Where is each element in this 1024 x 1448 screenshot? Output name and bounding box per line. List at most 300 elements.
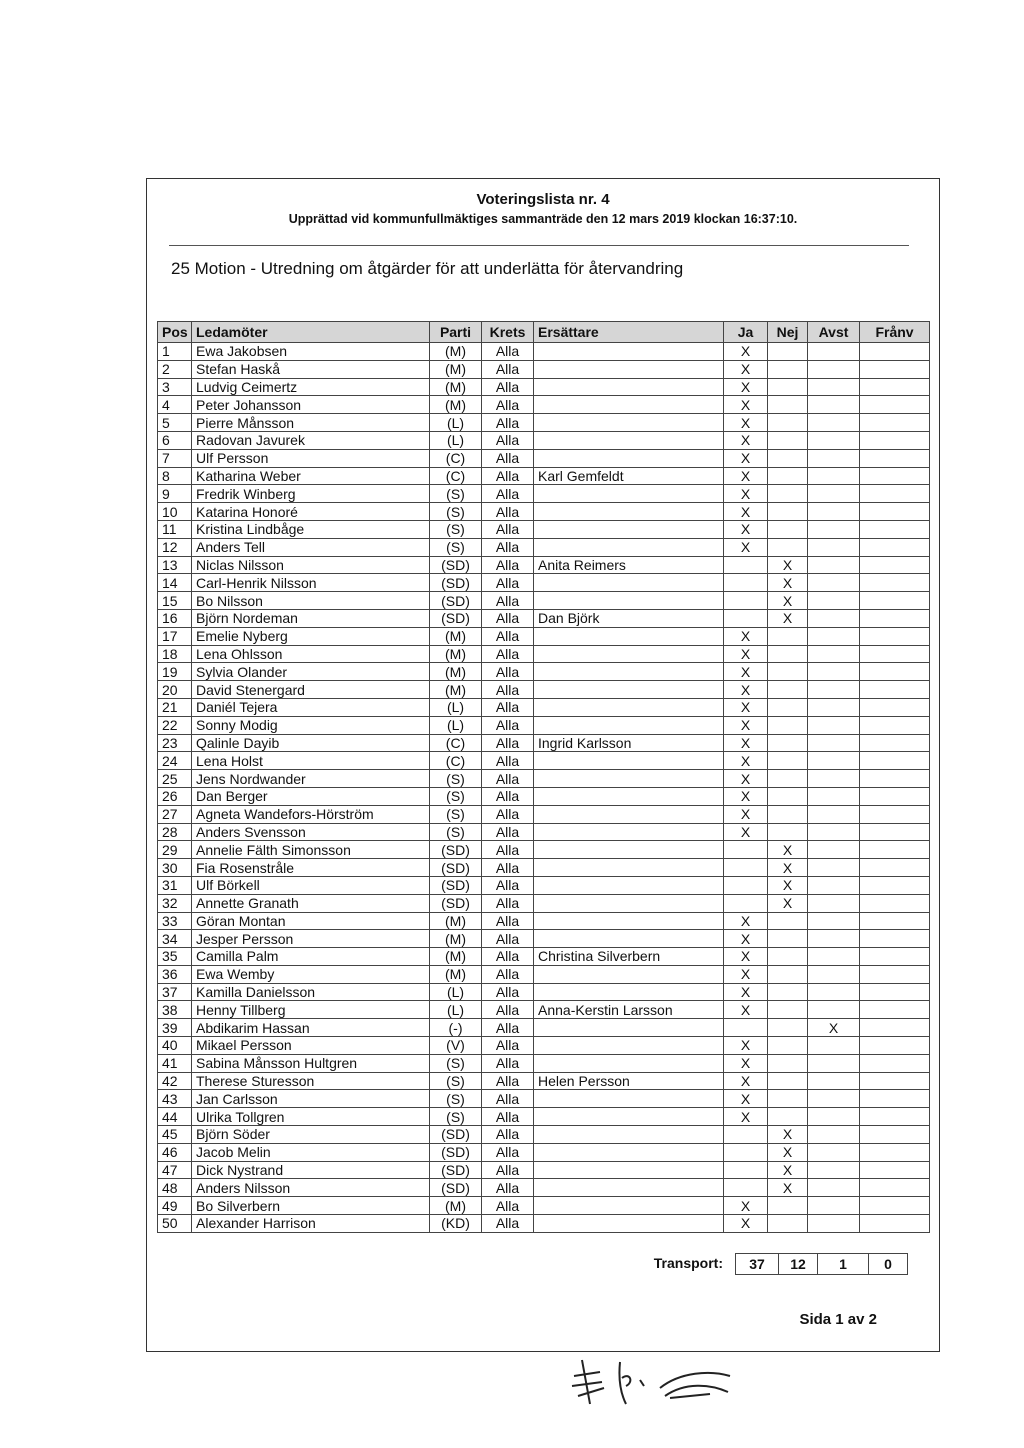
row-vote-franv <box>860 787 930 805</box>
row-pos: 18 <box>158 645 192 663</box>
row-pos: 47 <box>158 1161 192 1179</box>
row-vote-nej <box>768 343 808 361</box>
table-row <box>158 1161 930 1179</box>
row-member-name: Peter Johansson <box>192 396 430 414</box>
total-avst: 1 <box>817 1253 869 1275</box>
row-vote-franv <box>860 627 930 645</box>
row-krets: Alla <box>482 752 534 770</box>
row-krets: Alla <box>482 681 534 699</box>
table-row <box>158 752 930 770</box>
row-vote-franv <box>860 859 930 877</box>
row-vote-avst <box>808 894 860 912</box>
row-substitute <box>534 1161 724 1179</box>
row-vote-franv <box>860 841 930 859</box>
row-vote-nej: X <box>768 859 808 877</box>
table-row <box>158 805 930 823</box>
row-vote-nej <box>768 752 808 770</box>
row-krets: Alla <box>482 1197 534 1215</box>
transport-label: Transport: <box>653 1255 723 1271</box>
row-substitute: Anita Reimers <box>534 556 724 574</box>
row-vote-franv <box>860 983 930 1001</box>
row-pos: 42 <box>158 1072 192 1090</box>
row-vote-nej <box>768 360 808 378</box>
table-row <box>158 663 930 681</box>
row-vote-ja: X <box>724 414 768 432</box>
row-party: (S) <box>430 805 482 823</box>
row-party: (L) <box>430 698 482 716</box>
row-vote-nej <box>768 823 808 841</box>
row-krets: Alla <box>482 1143 534 1161</box>
row-pos: 11 <box>158 520 192 538</box>
row-vote-franv <box>860 414 930 432</box>
column-header: Ja <box>724 322 768 343</box>
column-header: Avst <box>808 322 860 343</box>
table-row <box>158 574 930 592</box>
row-vote-ja <box>724 1143 768 1161</box>
row-vote-nej <box>768 698 808 716</box>
row-substitute <box>534 841 724 859</box>
row-krets: Alla <box>482 609 534 627</box>
row-vote-nej <box>768 965 808 983</box>
row-member-name: Jacob Melin <box>192 1143 430 1161</box>
row-vote-ja: X <box>724 343 768 361</box>
document-subtitle: Upprättad vid kommunfullmäktiges sammanträde den 12 mars 2019 klockan 16:37:10. <box>288 212 798 226</box>
row-party: (M) <box>430 360 482 378</box>
row-vote-ja <box>724 1179 768 1197</box>
row-vote-ja <box>724 841 768 859</box>
row-substitute <box>534 360 724 378</box>
row-vote-ja: X <box>724 1090 768 1108</box>
row-vote-avst <box>808 592 860 610</box>
row-substitute <box>534 1126 724 1144</box>
row-vote-franv <box>860 894 930 912</box>
row-vote-ja: X <box>724 360 768 378</box>
row-party: (S) <box>430 1108 482 1126</box>
column-header: Krets <box>482 322 534 343</box>
row-vote-ja: X <box>724 716 768 734</box>
row-vote-ja <box>724 1019 768 1037</box>
row-krets: Alla <box>482 467 534 485</box>
row-substitute <box>534 396 724 414</box>
row-pos: 9 <box>158 485 192 503</box>
row-member-name: Dan Berger <box>192 787 430 805</box>
row-member-name: Henny Tillberg <box>192 1001 430 1019</box>
row-party: (S) <box>430 485 482 503</box>
row-vote-nej <box>768 805 808 823</box>
row-substitute <box>534 1215 724 1233</box>
row-vote-nej <box>768 681 808 699</box>
row-vote-nej: X <box>768 894 808 912</box>
row-party: (SD) <box>430 876 482 894</box>
row-member-name: Daniél Tejera <box>192 698 430 716</box>
row-krets: Alla <box>482 805 534 823</box>
row-vote-nej <box>768 663 808 681</box>
row-member-name: Göran Montan <box>192 912 430 930</box>
table-row <box>158 1037 930 1055</box>
row-vote-ja <box>724 894 768 912</box>
row-pos: 45 <box>158 1126 192 1144</box>
row-pos: 24 <box>158 752 192 770</box>
row-substitute: Karl Gemfeldt <box>534 467 724 485</box>
row-party: (C) <box>430 752 482 770</box>
row-member-name: Niclas Nilsson <box>192 556 430 574</box>
row-substitute <box>534 574 724 592</box>
table-row <box>158 343 930 361</box>
row-krets: Alla <box>482 1037 534 1055</box>
table-row <box>158 1126 930 1144</box>
row-krets: Alla <box>482 983 534 1001</box>
row-party: (M) <box>430 396 482 414</box>
row-vote-franv <box>860 449 930 467</box>
divider <box>169 245 909 246</box>
row-krets: Alla <box>482 645 534 663</box>
row-vote-avst <box>808 520 860 538</box>
row-vote-ja: X <box>724 449 768 467</box>
row-pos: 14 <box>158 574 192 592</box>
table-row <box>158 681 930 699</box>
row-party: (SD) <box>430 894 482 912</box>
row-vote-nej <box>768 449 808 467</box>
page-number: Sida 1 av 2 <box>799 1311 877 1328</box>
total-franv: 0 <box>868 1253 908 1275</box>
row-pos: 46 <box>158 1143 192 1161</box>
row-krets: Alla <box>482 485 534 503</box>
row-substitute <box>534 681 724 699</box>
row-substitute <box>534 378 724 396</box>
row-pos: 37 <box>158 983 192 1001</box>
row-krets: Alla <box>482 343 534 361</box>
row-vote-avst <box>808 431 860 449</box>
row-vote-ja: X <box>724 1108 768 1126</box>
row-vote-ja: X <box>724 1072 768 1090</box>
row-member-name: Ulrika Tollgren <box>192 1108 430 1126</box>
row-krets: Alla <box>482 663 534 681</box>
motion-title: 25 Motion - Utredning om åtgärder för att underlätta för återvandring <box>171 259 684 278</box>
row-krets: Alla <box>482 930 534 948</box>
table-row <box>158 396 930 414</box>
row-substitute <box>534 1037 724 1055</box>
row-vote-franv <box>860 645 930 663</box>
row-pos: 41 <box>158 1054 192 1072</box>
table-row <box>158 485 930 503</box>
row-member-name: Stefan Haskå <box>192 360 430 378</box>
row-krets: Alla <box>482 592 534 610</box>
row-party: (L) <box>430 716 482 734</box>
row-substitute <box>534 1197 724 1215</box>
table-row <box>158 1072 930 1090</box>
column-header: Frånv <box>860 322 930 343</box>
row-party: (S) <box>430 770 482 788</box>
row-member-name: Anders Tell <box>192 538 430 556</box>
row-substitute <box>534 343 724 361</box>
row-vote-nej <box>768 1197 808 1215</box>
row-vote-franv <box>860 592 930 610</box>
table-row <box>158 876 930 894</box>
row-vote-nej <box>768 983 808 1001</box>
row-member-name: Camilla Palm <box>192 948 430 966</box>
row-substitute: Ingrid Karlsson <box>534 734 724 752</box>
row-member-name: Jens Nordwander <box>192 770 430 788</box>
table-row <box>158 983 930 1001</box>
row-vote-franv <box>860 609 930 627</box>
row-pos: 38 <box>158 1001 192 1019</box>
row-vote-franv <box>860 663 930 681</box>
row-party: (SD) <box>430 1143 482 1161</box>
row-vote-ja: X <box>724 823 768 841</box>
row-vote-franv <box>860 965 930 983</box>
table-row <box>158 1215 930 1233</box>
row-krets: Alla <box>482 823 534 841</box>
row-pos: 26 <box>158 787 192 805</box>
table-row <box>158 538 930 556</box>
table-row <box>158 609 930 627</box>
row-vote-nej: X <box>768 876 808 894</box>
row-pos: 27 <box>158 805 192 823</box>
row-krets: Alla <box>482 431 534 449</box>
table-row <box>158 360 930 378</box>
row-vote-nej <box>768 1019 808 1037</box>
row-vote-ja: X <box>724 485 768 503</box>
row-vote-avst <box>808 1179 860 1197</box>
row-substitute <box>534 716 724 734</box>
row-vote-avst <box>808 716 860 734</box>
row-vote-franv <box>860 948 930 966</box>
row-substitute <box>534 965 724 983</box>
row-pos: 43 <box>158 1090 192 1108</box>
row-pos: 3 <box>158 378 192 396</box>
row-vote-franv <box>860 805 930 823</box>
row-pos: 12 <box>158 538 192 556</box>
row-member-name: Carl-Henrik Nilsson <box>192 574 430 592</box>
row-vote-ja <box>724 592 768 610</box>
row-vote-nej <box>768 770 808 788</box>
row-vote-avst <box>808 574 860 592</box>
row-substitute <box>534 663 724 681</box>
row-vote-avst <box>808 1037 860 1055</box>
column-header: Parti <box>430 322 482 343</box>
row-substitute <box>534 538 724 556</box>
row-krets: Alla <box>482 574 534 592</box>
row-krets: Alla <box>482 378 534 396</box>
row-pos: 25 <box>158 770 192 788</box>
row-pos: 20 <box>158 681 192 699</box>
row-vote-franv <box>860 574 930 592</box>
row-vote-avst <box>808 734 860 752</box>
row-member-name: Katarina Honoré <box>192 503 430 521</box>
row-member-name: David Stenergard <box>192 681 430 699</box>
row-vote-avst <box>808 859 860 877</box>
row-substitute <box>534 592 724 610</box>
row-member-name: Qalinle Dayib <box>192 734 430 752</box>
row-krets: Alla <box>482 396 534 414</box>
row-substitute <box>534 1054 724 1072</box>
row-vote-ja: X <box>724 1001 768 1019</box>
row-member-name: Sylvia Olander <box>192 663 430 681</box>
row-vote-ja <box>724 1126 768 1144</box>
row-vote-avst <box>808 1143 860 1161</box>
row-member-name: Emelie Nyberg <box>192 627 430 645</box>
row-party: (SD) <box>430 574 482 592</box>
table-header-row <box>158 322 930 343</box>
row-member-name: Sabina Månsson Hultgren <box>192 1054 430 1072</box>
row-vote-franv <box>860 1143 930 1161</box>
row-vote-franv <box>860 1072 930 1090</box>
row-vote-nej <box>768 467 808 485</box>
table-row <box>158 965 930 983</box>
row-pos: 36 <box>158 965 192 983</box>
row-vote-nej <box>768 627 808 645</box>
row-vote-nej <box>768 431 808 449</box>
row-vote-franv <box>860 1037 930 1055</box>
row-substitute <box>534 930 724 948</box>
row-pos: 39 <box>158 1019 192 1037</box>
row-party: (SD) <box>430 592 482 610</box>
table-row <box>158 378 930 396</box>
row-pos: 2 <box>158 360 192 378</box>
row-vote-avst <box>808 378 860 396</box>
row-pos: 40 <box>158 1037 192 1055</box>
row-vote-nej <box>768 645 808 663</box>
row-substitute <box>534 520 724 538</box>
row-vote-nej: X <box>768 1161 808 1179</box>
row-member-name: Jesper Persson <box>192 930 430 948</box>
row-vote-nej <box>768 1072 808 1090</box>
row-vote-ja: X <box>724 930 768 948</box>
row-vote-franv <box>860 360 930 378</box>
row-vote-nej <box>768 1054 808 1072</box>
row-party: (SD) <box>430 1126 482 1144</box>
row-vote-ja <box>724 609 768 627</box>
row-vote-ja: X <box>724 1215 768 1233</box>
table-row <box>158 698 930 716</box>
row-pos: 33 <box>158 912 192 930</box>
row-vote-avst <box>808 912 860 930</box>
row-vote-avst <box>808 663 860 681</box>
row-vote-ja: X <box>724 467 768 485</box>
row-vote-avst <box>808 1197 860 1215</box>
row-vote-ja: X <box>724 503 768 521</box>
row-vote-nej <box>768 396 808 414</box>
row-party: (C) <box>430 449 482 467</box>
row-vote-avst <box>808 396 860 414</box>
table-row <box>158 467 930 485</box>
row-vote-avst <box>808 414 860 432</box>
row-member-name: Annette Granath <box>192 894 430 912</box>
row-pos: 17 <box>158 627 192 645</box>
row-substitute <box>534 1090 724 1108</box>
row-party: (M) <box>430 912 482 930</box>
row-member-name: Annelie Fälth Simonsson <box>192 841 430 859</box>
row-vote-franv <box>860 716 930 734</box>
table-row <box>158 556 930 574</box>
row-vote-avst <box>808 1090 860 1108</box>
row-pos: 5 <box>158 414 192 432</box>
row-vote-franv <box>860 343 930 361</box>
row-pos: 32 <box>158 894 192 912</box>
row-vote-ja: X <box>724 983 768 1001</box>
row-substitute <box>534 859 724 877</box>
row-substitute <box>534 1019 724 1037</box>
row-vote-ja <box>724 574 768 592</box>
row-substitute <box>534 503 724 521</box>
row-party: (SD) <box>430 1161 482 1179</box>
row-party: (M) <box>430 965 482 983</box>
row-member-name: Ewa Wemby <box>192 965 430 983</box>
row-vote-avst <box>808 645 860 663</box>
row-substitute: Dan Björk <box>534 609 724 627</box>
row-vote-nej: X <box>768 556 808 574</box>
row-vote-franv <box>860 1215 930 1233</box>
row-vote-avst <box>808 1108 860 1126</box>
row-vote-ja: X <box>724 520 768 538</box>
total-nej: 12 <box>778 1253 818 1275</box>
row-vote-avst <box>808 930 860 948</box>
row-vote-nej <box>768 912 808 930</box>
row-vote-nej <box>768 520 808 538</box>
table-row <box>158 1090 930 1108</box>
table-row <box>158 1179 930 1197</box>
row-vote-ja: X <box>724 645 768 663</box>
row-member-name: Fredrik Winberg <box>192 485 430 503</box>
table-row <box>158 1019 930 1037</box>
row-vote-avst <box>808 503 860 521</box>
row-krets: Alla <box>482 1161 534 1179</box>
row-vote-avst <box>808 1126 860 1144</box>
row-vote-avst <box>808 556 860 574</box>
row-vote-avst <box>808 1054 860 1072</box>
row-vote-franv <box>860 823 930 841</box>
row-vote-franv <box>860 930 930 948</box>
table-row <box>158 930 930 948</box>
row-vote-franv <box>860 1161 930 1179</box>
row-party: (M) <box>430 645 482 663</box>
row-pos: 30 <box>158 859 192 877</box>
row-vote-ja: X <box>724 805 768 823</box>
row-party: (C) <box>430 734 482 752</box>
row-vote-franv <box>860 1197 930 1215</box>
row-krets: Alla <box>482 449 534 467</box>
row-vote-avst <box>808 485 860 503</box>
row-vote-ja: X <box>724 770 768 788</box>
document-title: Voteringslista nr. 4 <box>476 191 610 208</box>
row-krets: Alla <box>482 520 534 538</box>
row-member-name: Pierre Månsson <box>192 414 430 432</box>
column-header: Ledamöter <box>192 322 430 343</box>
row-vote-nej <box>768 1001 808 1019</box>
row-member-name: Fia Rosenstråle <box>192 859 430 877</box>
row-vote-ja: X <box>724 965 768 983</box>
row-pos: 29 <box>158 841 192 859</box>
row-substitute: Anna-Kerstin Larsson <box>534 1001 724 1019</box>
row-vote-nej <box>768 485 808 503</box>
row-vote-nej <box>768 503 808 521</box>
row-vote-ja: X <box>724 1197 768 1215</box>
row-member-name: Ulf Börkell <box>192 876 430 894</box>
row-party: (L) <box>430 414 482 432</box>
row-vote-franv <box>860 520 930 538</box>
row-krets: Alla <box>482 716 534 734</box>
row-vote-franv <box>860 1019 930 1037</box>
row-party: (M) <box>430 681 482 699</box>
row-vote-franv <box>860 378 930 396</box>
row-member-name: Ludvig Ceimertz <box>192 378 430 396</box>
row-vote-nej: X <box>768 592 808 610</box>
row-vote-ja: X <box>724 948 768 966</box>
row-vote-ja: X <box>724 698 768 716</box>
row-vote-ja: X <box>724 912 768 930</box>
row-vote-avst <box>808 609 860 627</box>
row-vote-avst <box>808 983 860 1001</box>
